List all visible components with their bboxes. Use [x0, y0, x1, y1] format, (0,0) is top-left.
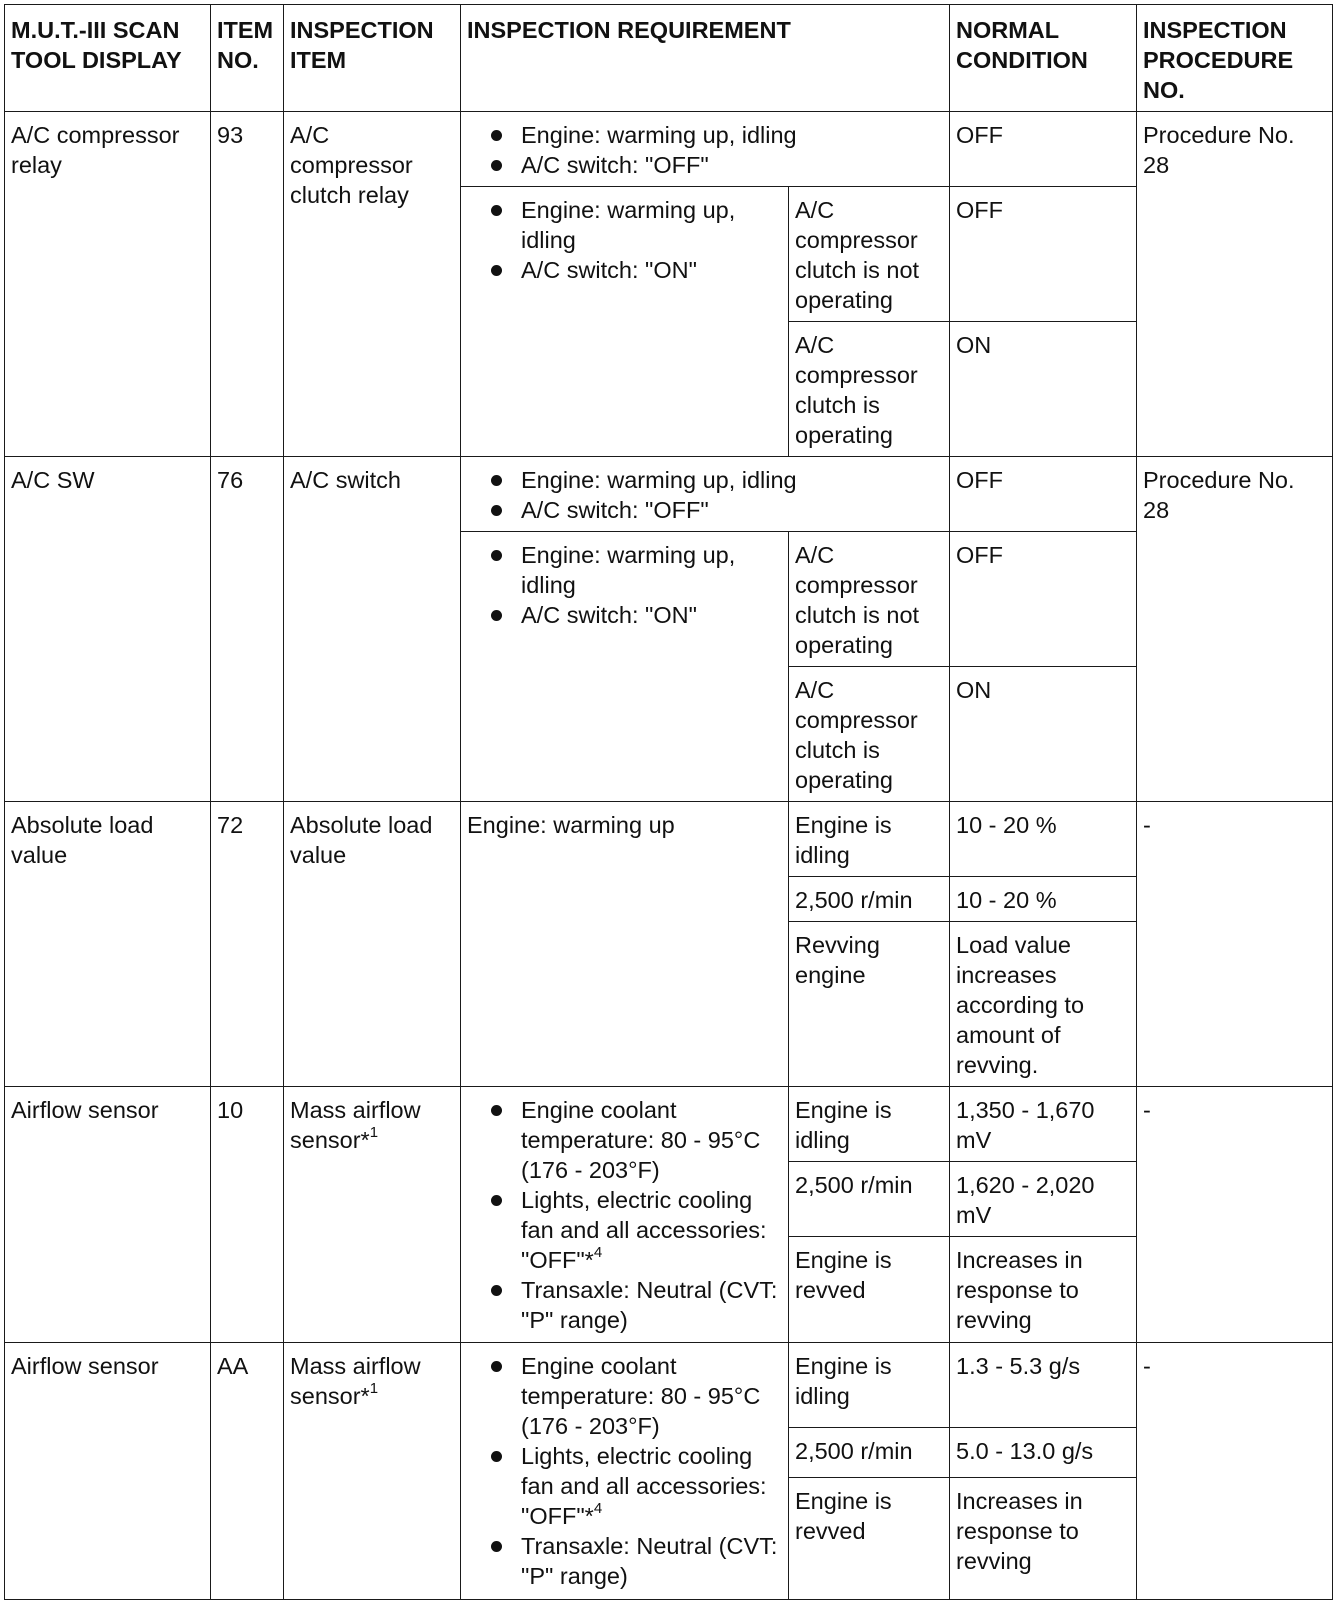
- condition-cell: 2,500 r/min: [789, 1162, 950, 1237]
- inspection-table: [4, 4, 1333, 1600]
- requirement-bullet: Engine coolant temperature: 80 - 95°C (176 - 203°F): [489, 1095, 782, 1185]
- condition-cell: 2,500 r/min: [789, 877, 950, 922]
- item-no-cell: 76: [211, 457, 284, 802]
- requirement-bullet: Engine: warming up, idling: [489, 120, 943, 150]
- normal-condition-cell: 10 - 20 %: [950, 877, 1137, 922]
- footnote-marker: 4: [593, 1244, 603, 1262]
- item-no-cell: 72: [211, 802, 284, 1087]
- requirement-bullet: A/C switch: "ON": [489, 255, 782, 285]
- requirement-text: Lights, electric cooling fan and all accessories: "OFF"*: [521, 1187, 767, 1273]
- condition-cell: Engine is idling: [789, 1087, 950, 1162]
- condition-cell: Engine is idling: [789, 802, 950, 877]
- normal-condition-cell: 5.0 - 13.0 g/s: [950, 1428, 1137, 1478]
- table-row: [5, 457, 1333, 532]
- condition-cell: A/C compressor clutch is operating: [789, 322, 950, 457]
- inspection-requirement-cell: [461, 532, 789, 802]
- header-item-no: ITEM NO.: [211, 5, 284, 112]
- scan-tool-display-cell: Airflow sensor: [5, 1343, 211, 1600]
- normal-condition-cell: ON: [950, 667, 1137, 802]
- inspection-requirement-cell: [461, 1343, 789, 1600]
- item-no-cell: 10: [211, 1087, 284, 1343]
- procedure-cell: Procedure No. 28: [1137, 457, 1333, 802]
- header-inspection-requirement: INSPECTION REQUIREMENT: [461, 5, 950, 112]
- requirement-bullet: Transaxle: Neutral (CVT: "P" range): [489, 1531, 782, 1591]
- normal-condition-cell: Increases in response to revving: [950, 1478, 1137, 1600]
- scan-tool-display-cell: A/C compressor relay: [5, 112, 211, 457]
- normal-condition-cell: OFF: [950, 457, 1137, 532]
- header-row: [5, 5, 1333, 112]
- normal-condition-cell: 10 - 20 %: [950, 802, 1137, 877]
- table-row: [5, 1343, 1333, 1428]
- condition-cell: A/C compressor clutch is not operating: [789, 532, 950, 667]
- condition-cell: Engine is revved: [789, 1237, 950, 1343]
- inspection-item-cell: A/C switch: [284, 457, 461, 802]
- header-procedure-no: INSPECTION PROCEDURE NO.: [1137, 5, 1333, 112]
- normal-condition-cell: OFF: [950, 112, 1137, 187]
- condition-cell: Revving engine: [789, 922, 950, 1087]
- normal-condition-cell: Load value increases according to amount of revving.: [950, 922, 1137, 1087]
- inspection-requirement-cell: [461, 1087, 789, 1343]
- procedure-cell: Procedure No. 28: [1137, 112, 1333, 457]
- requirement-text: Lights, electric cooling fan and all accessories: "OFF"*: [521, 1443, 767, 1529]
- condition-cell: Engine is idling: [789, 1343, 950, 1428]
- requirement-bullet: Engine: warming up, idling: [489, 540, 782, 600]
- procedure-cell: -: [1137, 1343, 1333, 1600]
- inspection-requirement-cell: [461, 457, 950, 532]
- scan-tool-display-cell: A/C SW: [5, 457, 211, 802]
- item-text: Mass airflow sensor*: [290, 1097, 421, 1153]
- footnote-marker: 1: [369, 1380, 379, 1398]
- item-no-cell: 93: [211, 112, 284, 457]
- inspection-requirement-cell: [461, 187, 789, 457]
- inspection-item-cell: [284, 1343, 461, 1600]
- footnote-marker: 1: [369, 1124, 379, 1142]
- condition-cell: A/C compressor clutch is operating: [789, 667, 950, 802]
- requirement-bullet: A/C switch: "ON": [489, 600, 782, 630]
- header-scan-tool-display: M.U.T.-III SCAN TOOL DISPLAY: [5, 5, 211, 112]
- table-row: [5, 802, 1333, 877]
- procedure-cell: -: [1137, 802, 1333, 1087]
- requirement-bullet: Transaxle: Neutral (CVT: "P" range): [489, 1275, 782, 1335]
- requirement-bullet: [489, 1441, 782, 1531]
- inspection-item-cell: A/C compressor clutch relay: [284, 112, 461, 457]
- requirement-bullet: [489, 1185, 782, 1275]
- inspection-requirement-cell: Engine: warming up: [461, 802, 789, 1087]
- normal-condition-cell: 1,620 - 2,020 mV: [950, 1162, 1137, 1237]
- requirement-bullet: A/C switch: "OFF": [489, 495, 943, 525]
- requirement-bullet: Engine: warming up, idling: [489, 465, 943, 495]
- inspection-requirement-cell: [461, 112, 950, 187]
- header-normal-condition: NORMAL CONDITION: [950, 5, 1137, 112]
- requirement-bullet: Engine coolant temperature: 80 - 95°C (176 - 203°F): [489, 1351, 782, 1441]
- table-row: [5, 112, 1333, 187]
- table-row: [5, 1087, 1333, 1162]
- normal-condition-cell: OFF: [950, 532, 1137, 667]
- header-inspection-item: INSPECTION ITEM: [284, 5, 461, 112]
- normal-condition-cell: ON: [950, 322, 1137, 457]
- requirement-bullet: A/C switch: "OFF": [489, 150, 943, 180]
- scan-tool-display-cell: Airflow sensor: [5, 1087, 211, 1343]
- item-no-cell: AA: [211, 1343, 284, 1600]
- procedure-cell: -: [1137, 1087, 1333, 1343]
- condition-cell: Engine is revved: [789, 1478, 950, 1600]
- footnote-marker: 4: [593, 1500, 603, 1518]
- item-text: Mass airflow sensor*: [290, 1353, 421, 1409]
- condition-cell: A/C compressor clutch is not operating: [789, 187, 950, 322]
- normal-condition-cell: 1.3 - 5.3 g/s: [950, 1343, 1137, 1428]
- normal-condition-cell: Increases in response to revving: [950, 1237, 1137, 1343]
- condition-cell: 2,500 r/min: [789, 1428, 950, 1478]
- inspection-item-cell: Absolute load value: [284, 802, 461, 1087]
- normal-condition-cell: OFF: [950, 187, 1137, 322]
- normal-condition-cell: 1,350 - 1,670 mV: [950, 1087, 1137, 1162]
- scan-tool-display-cell: Absolute load value: [5, 802, 211, 1087]
- inspection-item-cell: [284, 1087, 461, 1343]
- requirement-bullet: Engine: warming up, idling: [489, 195, 782, 255]
